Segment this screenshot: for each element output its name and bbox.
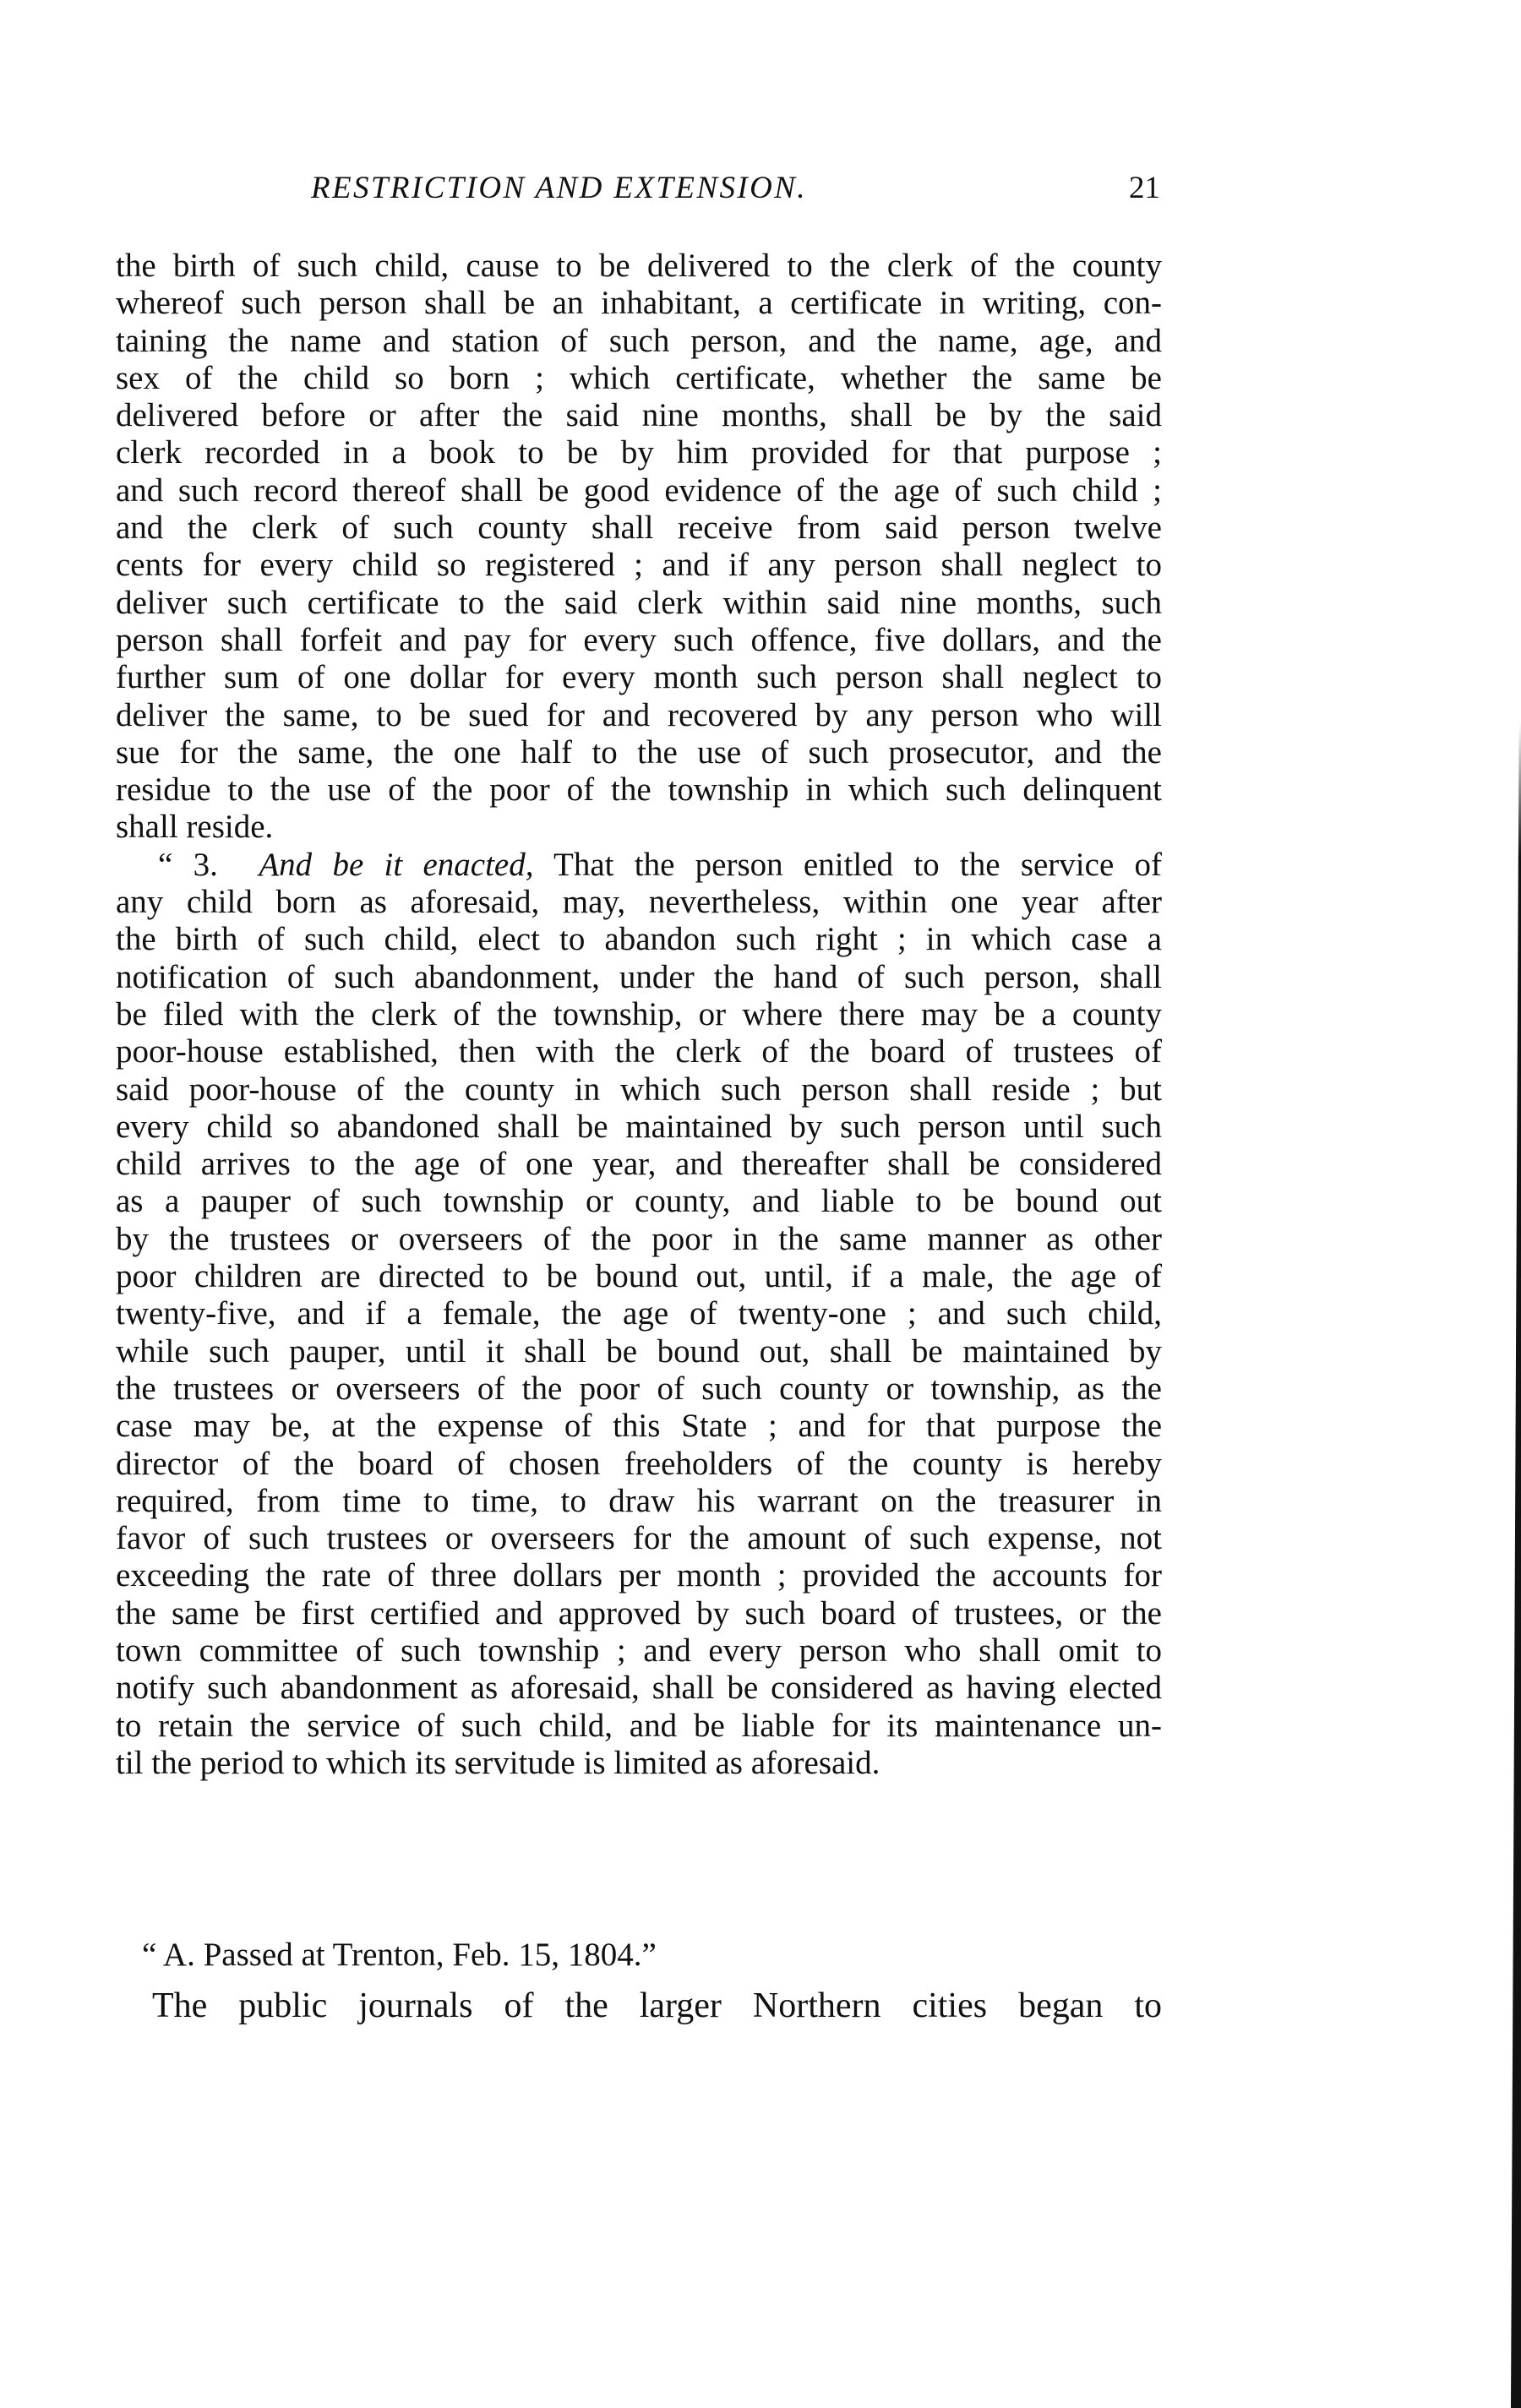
text-line: til the period to which its servitude is limited as aforesaid. [116, 1744, 880, 1781]
text-line: poor-house established, then with the clerk of the board of trustees of [116, 1033, 1162, 1071]
section-number: “ 3. [158, 846, 218, 883]
text-line: favor of such trustees or overseers for the amount of such expense, not [116, 1520, 1162, 1557]
scan-edge-shadow [1511, 722, 1521, 2408]
text-line: sue for the same, the one half to the use of such prosecutor, and the [116, 733, 1162, 771]
text-line: notification of such abandonment, under the hand of such person, shall [116, 958, 1162, 995]
text-line: while such pauper, until it shall be bound out, shall be maintained by [116, 1332, 1162, 1370]
text-line: by the trustees or overseers of the poor in the same manner as other [116, 1220, 1162, 1257]
text-line: delivered before or after the said nine months, shall be by the said [116, 397, 1162, 434]
text-line: every child so abandoned shall be maintained by such person until such [116, 1108, 1162, 1145]
text-line: whereof such person shall be an inhabitant, a certificate in writing, con- [116, 285, 1162, 322]
text-line: director of the board of chosen freeholders of the county is hereby [116, 1445, 1162, 1482]
text-line: twenty-five, and if a female, the age of twenty-one ; and such child, [116, 1295, 1162, 1332]
text-line: any child born as aforesaid, may, nevertheless, within one year after [116, 884, 1162, 921]
text-line: the trustees or overseers of the poor of such county or township, as the [116, 1370, 1162, 1407]
paragraph-continuation [116, 248, 1162, 847]
text-line: as a pauper of such township or county, and liable to be bound out [116, 1183, 1162, 1220]
text-line: exceeding the rate of three dollars per month ; provided the accounts for [116, 1557, 1162, 1594]
text-line: taining the name and station of such person, and the name, age, and [116, 322, 1162, 359]
enacting-clause: And be it enacted, [259, 846, 534, 883]
text-line: sex of the child so born ; which certificate, whether the same be [116, 359, 1162, 396]
text-line: and such record thereof shall be good evidence of the age of such child ; [116, 471, 1162, 509]
text-line: clerk recorded in a book to be by him provided for that purpose ; [116, 434, 1162, 471]
text-line: poor children are directed to be bound out, until, if a male, the age of [116, 1258, 1162, 1295]
text-line: and the clerk of such county shall receive from said person twelve [116, 509, 1162, 547]
text-line: the birth of such child, cause to be delivered to the clerk of the county [116, 248, 1162, 284]
text-line: further sum of one dollar for every month such person shall neglect to [116, 659, 1162, 696]
page-body [116, 248, 1162, 1782]
text-line: shall reside. [116, 809, 274, 846]
section-3-first-line [116, 847, 1162, 884]
text-line: to retain the service of such child, and be liable for its maintenance un- [116, 1707, 1162, 1744]
text-line: residue to the use of the poor of the township in which such delinquent [116, 771, 1162, 809]
text-line: said poor-house of the county in which such person shall reside ; but [116, 1071, 1162, 1108]
passage-date-line: “ A. Passed at Trenton, Feb. 15, 1804.” [142, 1937, 657, 1973]
section-3-paragraph [116, 847, 1162, 1782]
text-line: person shall forfeit and pay for every such offence, five dollars, and the [116, 621, 1162, 658]
text-line: deliver the same, to be sued for and recovered by any person who will [116, 696, 1162, 733]
next-paragraph-start: The public journals of the larger Northern cities began to [152, 1986, 1162, 2025]
text-line: required, from time to time, to draw his warrant on the treasurer in [116, 1482, 1162, 1519]
text-line: the same be first certified and approved by such board of trustees, or the [116, 1594, 1162, 1632]
text-line: case may be, at the expense of this State ; and for that purpose the [116, 1408, 1162, 1445]
text-fragment: That the person enitled to the service of [553, 846, 1163, 883]
page-number: 21 [1129, 171, 1160, 205]
text-line: be filed with the clerk of the township, or where there may be a county [116, 995, 1162, 1032]
text-line: cents for every child so registered ; and if any person shall neglect to [116, 547, 1162, 584]
text-line: the birth of such child, elect to abandon such right ; in which case a [116, 921, 1162, 958]
text-line: deliver such certificate to the said clerk within said nine months, such [116, 584, 1162, 621]
text-line: town committee of such township ; and every person who shall omit to [116, 1632, 1162, 1669]
text-line: child arrives to the age of one year, and thereafter shall be considered [116, 1146, 1162, 1183]
running-head-title: RESTRICTION AND EXTENSION. [311, 171, 807, 205]
text-line: notify such abandonment as aforesaid, shall be considered as having elected [116, 1670, 1162, 1707]
